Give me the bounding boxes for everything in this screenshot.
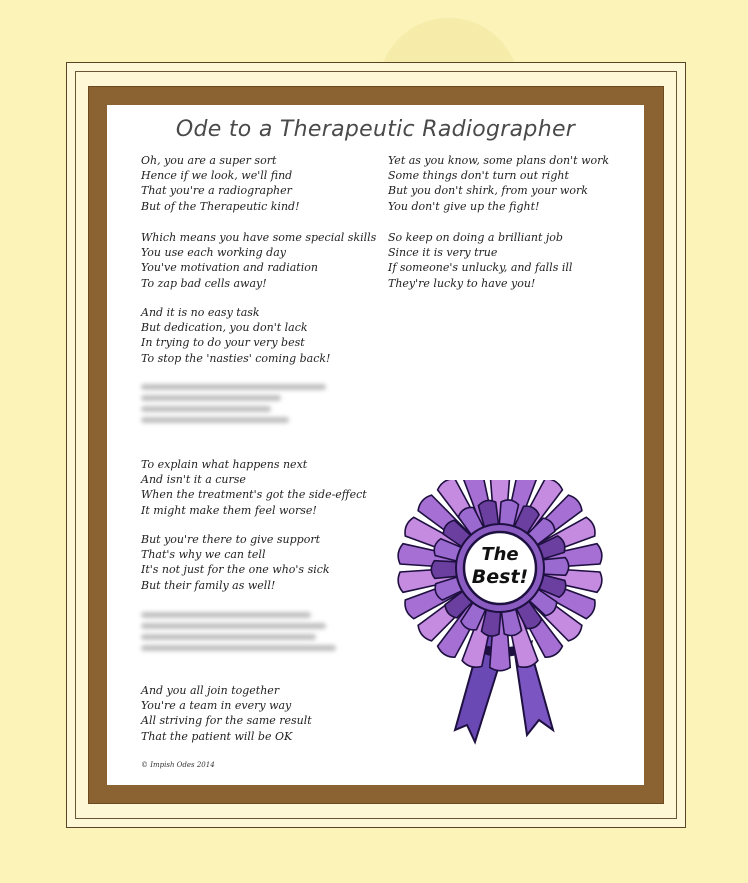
- stanza-left-5: [141, 532, 330, 593]
- poem-line: That you're a radiographer: [141, 184, 292, 198]
- poem-line: All striving for the same result: [141, 714, 312, 728]
- poem-line: To zap bad cells away!: [141, 276, 267, 290]
- poem-line: That the patient will be OK: [141, 729, 293, 743]
- poem-line: When the treatment's got the side-effect: [141, 488, 367, 502]
- poem-line: And isn't it a curse: [141, 473, 246, 487]
- poem-line: To explain what happens next: [141, 458, 308, 471]
- blurred-line: [141, 417, 289, 423]
- blurred-line: [141, 645, 336, 651]
- poem-line: And it is no easy task: [141, 306, 260, 319]
- poem-paper: [107, 105, 644, 785]
- poem-line: Yet as you know, some plans don't work: [388, 154, 610, 167]
- poem-line: Hence if we look, we'll find: [141, 169, 293, 183]
- poem-line: But dedication, you don't lack: [141, 321, 308, 335]
- poem-line: Which means you have some special skills: [141, 231, 377, 244]
- badge-line-2: Best!: [471, 566, 529, 588]
- poem-line: And you all join together: [141, 684, 280, 697]
- poem-line: But you're there to give support: [141, 533, 321, 546]
- poem-line: You don't give up the fight!: [388, 199, 540, 213]
- stanza-right-2: [388, 230, 572, 291]
- blurred-line: [141, 395, 281, 401]
- stanza-right-1: [388, 153, 609, 214]
- poem-line: So keep on doing a brilliant job: [388, 231, 563, 244]
- poem-title: Ode to a Therapeutic Radiographer: [175, 117, 576, 142]
- copyright-notice: © Impish Odes 2014: [141, 761, 215, 769]
- stanza-left-4: [141, 457, 367, 518]
- blurred-line: [141, 623, 326, 629]
- poem-line: But of the Therapeutic kind!: [141, 199, 300, 213]
- blurred-line: [141, 384, 326, 390]
- poem-line: Since it is very true: [388, 246, 498, 260]
- rosette-illustration: [395, 480, 605, 750]
- badge-line-1: The: [481, 544, 519, 565]
- blurred-stanza-1: [141, 379, 331, 427]
- poem-line: You use each working day: [141, 246, 286, 260]
- poem-line: In trying to do your very best: [141, 336, 305, 350]
- poem-line: If someone's unlucky, and falls ill: [388, 261, 573, 275]
- poem-line: It's not just for the one who's sick: [141, 563, 330, 577]
- stanza-left-6: [141, 683, 312, 744]
- poem-line: It might make them feel worse!: [141, 503, 317, 517]
- stanza-left-3: [141, 305, 330, 366]
- stanza-left-2: [141, 230, 376, 291]
- poem-line: Some things don't turn out right: [388, 169, 569, 183]
- poem-line: You've motivation and radiation: [141, 261, 318, 275]
- stanza-left-1: [141, 153, 300, 214]
- blurred-line: [141, 612, 311, 618]
- poem-line: To stop the 'nasties' coming back!: [141, 351, 331, 365]
- poem-line: Oh, you are a super sort: [141, 154, 277, 167]
- poem-line: They're lucky to have you!: [388, 276, 536, 290]
- poem-line: You're a team in every way: [141, 699, 292, 713]
- poem-line: That's why we can tell: [141, 548, 266, 562]
- blurred-line: [141, 634, 316, 640]
- poem-line: But you don't shirk, from your work: [388, 184, 588, 198]
- blurred-line: [141, 406, 271, 412]
- poem-line: But their family as well!: [141, 578, 276, 592]
- blurred-stanza-2: [141, 607, 341, 655]
